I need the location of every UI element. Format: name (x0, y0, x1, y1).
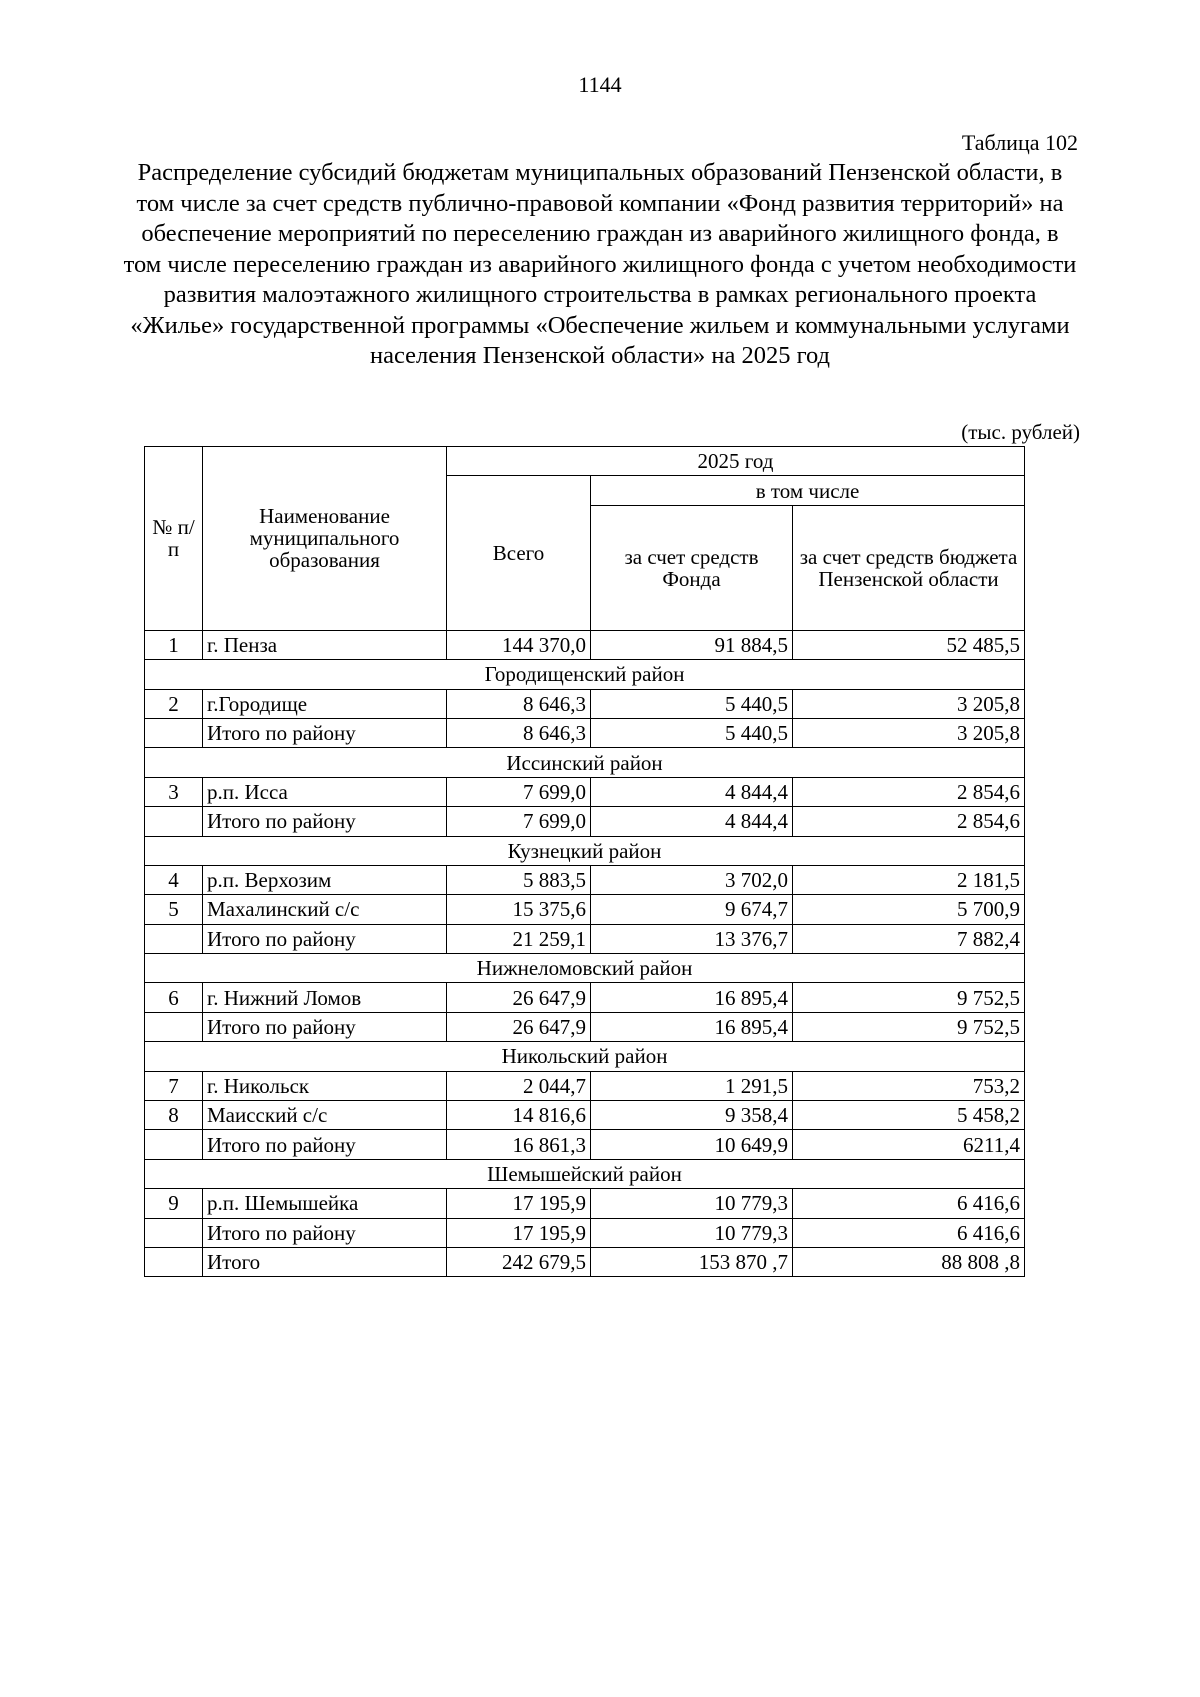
budget-value: 753,2 (793, 1071, 1025, 1100)
fund-value: 5 440,5 (591, 689, 793, 718)
table-row (145, 1247, 1025, 1276)
municipality-name: р.п. Шемышейка (203, 1189, 447, 1218)
budget-value: 2 181,5 (793, 865, 1025, 894)
table-row (145, 1012, 1025, 1041)
municipality-name: Махалинский с/с (203, 895, 447, 924)
total-value: 8 646,3 (447, 718, 591, 747)
row-number (145, 807, 203, 836)
total-value: 26 647,9 (447, 1012, 591, 1041)
total-value: 242 679,5 (447, 1247, 591, 1276)
table-row (145, 1189, 1025, 1218)
total-value: 17 195,9 (447, 1218, 591, 1247)
total-value: 17 195,9 (447, 1189, 591, 1218)
page-number: 1144 (578, 72, 622, 97)
municipality-name: р.п. Исса (203, 777, 447, 806)
municipality-name: Маисский с/с (203, 1101, 447, 1130)
table-row (145, 1101, 1025, 1130)
total-value: 21 259,1 (447, 924, 591, 953)
budget-value: 6 416,6 (793, 1218, 1025, 1247)
municipality-name: г. Нижний Ломов (203, 983, 447, 1012)
table-row (145, 718, 1025, 747)
table-row (145, 983, 1025, 1012)
fund-value: 10 779,3 (591, 1218, 793, 1247)
header-including: в том числе (591, 476, 1025, 505)
row-number: 1 (145, 630, 203, 659)
row-number: 5 (145, 895, 203, 924)
district-row (145, 660, 1025, 689)
fund-value: 153 870 ,7 (591, 1247, 793, 1276)
fund-value: 16 895,4 (591, 1012, 793, 1041)
district-name: Кузнецкий район (145, 836, 1025, 865)
units-label: (тыс. рублей) (961, 420, 1080, 444)
total-value: 15 375,6 (447, 895, 591, 924)
header-year: 2025 год (447, 447, 1025, 476)
municipality-name: Итого по району (203, 807, 447, 836)
table-body (145, 630, 1025, 1277)
table-row (145, 1218, 1025, 1247)
fund-value: 5 440,5 (591, 718, 793, 747)
row-number: 9 (145, 1189, 203, 1218)
table-header (145, 447, 1025, 631)
total-value: 14 816,6 (447, 1101, 591, 1130)
subsidy-table (144, 446, 1025, 1277)
total-value: 144 370,0 (447, 630, 591, 659)
district-row (145, 954, 1025, 983)
header-fund: за счет средств Фонда (591, 505, 793, 630)
total-value: 16 861,3 (447, 1130, 591, 1159)
fund-value: 10 779,3 (591, 1189, 793, 1218)
document-title: Распределение субсидий бюджетам муниципальных образований Пензенской области, в том числе за счет средств публично-правовой компании «Фонд развития территорий» на обеспечение мероприятий по переселению граждан из аварийного жилищного фонда, в том числе переселению граждан из аварийного жилищного фонда с учетом необходимости развития малоэтажного жилищного строительства в рамках регионального проекта «Жилье» государственной программы «Обеспечение жильем и коммунальными услугами населения Пензенской области» на 2025 год (123, 159, 1077, 369)
row-number: 8 (145, 1101, 203, 1130)
row-number: 7 (145, 1071, 203, 1100)
header-num: № п/п (145, 447, 203, 631)
total-value: 2 044,7 (447, 1071, 591, 1100)
budget-value: 6211,4 (793, 1130, 1025, 1159)
table-row (145, 630, 1025, 659)
district-name: Иссинский район (145, 748, 1025, 777)
district-row (145, 748, 1025, 777)
table-row (145, 895, 1025, 924)
district-name: Шемышейский район (145, 1159, 1025, 1188)
district-row (145, 1159, 1025, 1188)
row-number: 2 (145, 689, 203, 718)
budget-value: 88 808 ,8 (793, 1247, 1025, 1276)
total-value: 5 883,5 (447, 865, 591, 894)
district-name: Нижнеломовский район (145, 954, 1025, 983)
table-row (145, 865, 1025, 894)
budget-value: 6 416,6 (793, 1189, 1025, 1218)
municipality-name: г. Никольск (203, 1071, 447, 1100)
district-name: Никольский район (145, 1042, 1025, 1071)
municipality-name: Итого по району (203, 1218, 447, 1247)
fund-value: 13 376,7 (591, 924, 793, 953)
municipality-name: Итого по району (203, 924, 447, 953)
row-number (145, 1130, 203, 1159)
row-number (145, 1247, 203, 1276)
table-row (145, 1130, 1025, 1159)
municipality-name: Итого (203, 1247, 447, 1276)
budget-value: 2 854,6 (793, 777, 1025, 806)
fund-value: 9 674,7 (591, 895, 793, 924)
fund-value: 10 649,9 (591, 1130, 793, 1159)
row-number (145, 1012, 203, 1041)
budget-value: 5 700,9 (793, 895, 1025, 924)
row-number (145, 1218, 203, 1247)
fund-value: 3 702,0 (591, 865, 793, 894)
budget-value: 9 752,5 (793, 983, 1025, 1012)
budget-value: 2 854,6 (793, 807, 1025, 836)
table-row (145, 807, 1025, 836)
header-budget: за счет средств бюджета Пензенской области (793, 505, 1025, 630)
budget-value: 3 205,8 (793, 718, 1025, 747)
header-total: Всего (447, 476, 591, 630)
fund-value: 16 895,4 (591, 983, 793, 1012)
budget-value: 9 752,5 (793, 1012, 1025, 1041)
row-number: 3 (145, 777, 203, 806)
district-row (145, 836, 1025, 865)
table-row (145, 689, 1025, 718)
fund-value: 9 358,4 (591, 1101, 793, 1130)
municipality-name: Итого по району (203, 718, 447, 747)
budget-value: 5 458,2 (793, 1101, 1025, 1130)
total-value: 7 699,0 (447, 807, 591, 836)
row-number (145, 718, 203, 747)
row-number: 4 (145, 865, 203, 894)
budget-value: 52 485,5 (793, 630, 1025, 659)
budget-value: 7 882,4 (793, 924, 1025, 953)
municipality-name: г.Городище (203, 689, 447, 718)
fund-value: 4 844,4 (591, 777, 793, 806)
table-row (145, 1071, 1025, 1100)
row-number: 6 (145, 983, 203, 1012)
municipality-name: г. Пенза (203, 630, 447, 659)
table-row (145, 924, 1025, 953)
district-name: Городищенский район (145, 660, 1025, 689)
header-name: Наименование муниципального образования (203, 447, 447, 631)
municipality-name: Итого по району (203, 1012, 447, 1041)
fund-value: 91 884,5 (591, 630, 793, 659)
table-row (145, 777, 1025, 806)
district-row (145, 1042, 1025, 1071)
table-label: Таблица 102 (961, 130, 1078, 155)
fund-value: 1 291,5 (591, 1071, 793, 1100)
municipality-name: Итого по району (203, 1130, 447, 1159)
total-value: 7 699,0 (447, 777, 591, 806)
total-value: 8 646,3 (447, 689, 591, 718)
fund-value: 4 844,4 (591, 807, 793, 836)
total-value: 26 647,9 (447, 983, 591, 1012)
municipality-name: р.п. Верхозим (203, 865, 447, 894)
row-number (145, 924, 203, 953)
budget-value: 3 205,8 (793, 689, 1025, 718)
